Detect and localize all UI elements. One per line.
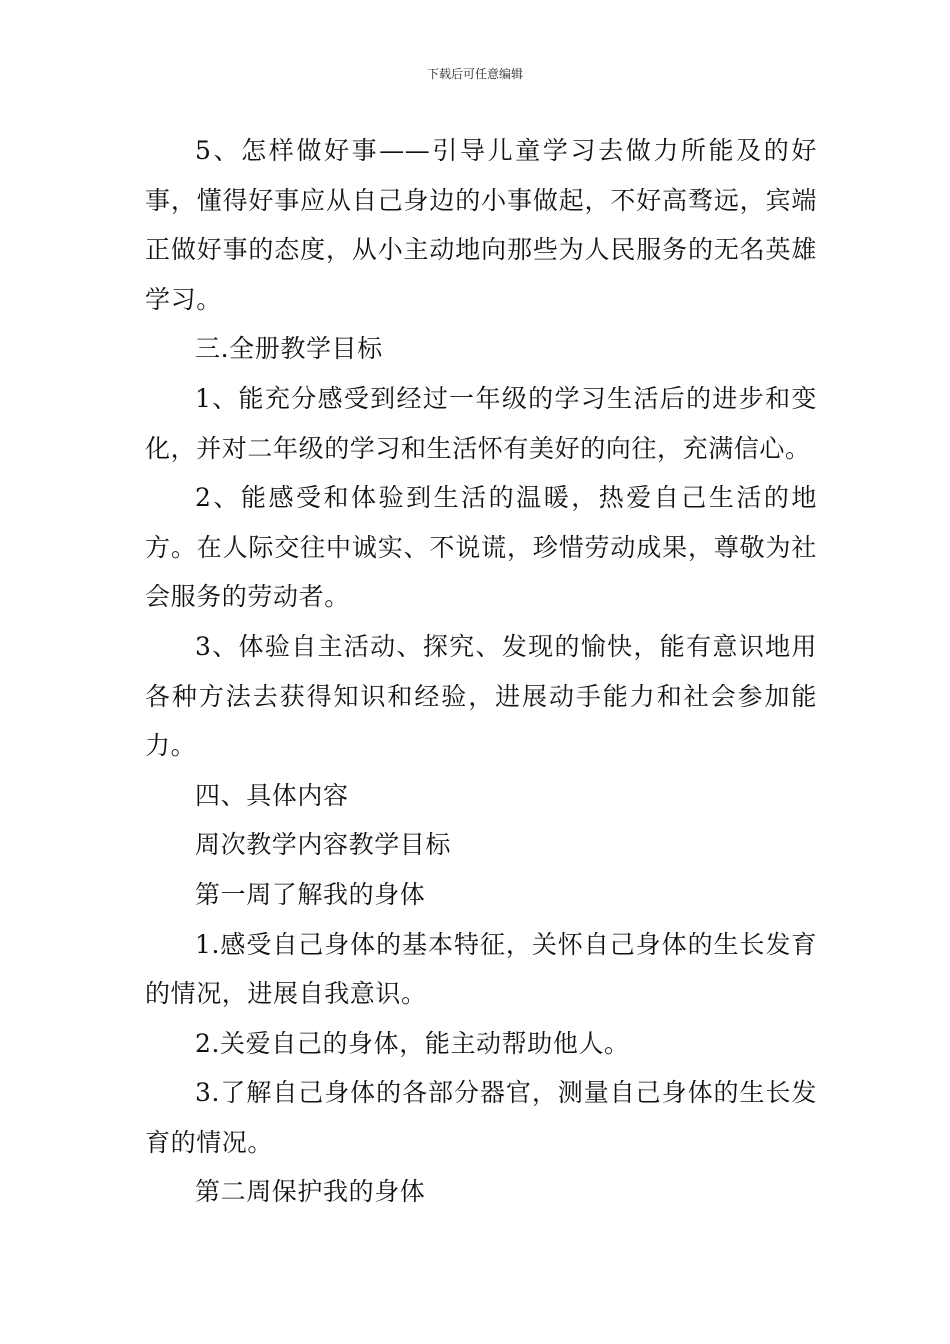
week-2-title: 第二周保护我的身体 (195, 1177, 426, 1207)
document-body (145, 126, 817, 1217)
paragraph-goal-2: 2、能感受和体验到生活的温暖，热爱自己生活的地方。在人际交往中诚实、不说谎，珍惜劳动成果，尊敬为社会服务的劳动者。 (145, 483, 817, 612)
table-header-line: 周次教学内容教学目标 (195, 830, 452, 860)
week-1-title: 第一周了解我的身体 (195, 879, 426, 909)
week-1-goal-3: 3.了解自己身体的各部分器官，测量自己身体的生长发育的情况。 (145, 1078, 817, 1157)
paragraph-item-5-good-deeds: 5、怎样做好事——引导儿童学习去做力所能及的好事，懂得好事应从自己身边的小事做起，不好高骛远，宾端正做好事的态度，从小主动地向那些为人民服务的无名英雄学习。 (145, 136, 817, 314)
paragraph-goal-3: 3、体验自主活动、探究、发现的愉快，能有意识地用各种方法去获得知识和经验，进展动手能力和社会参加能力。 (145, 631, 817, 761)
section-heading-teaching-goals: 三.全册教学目标 (195, 334, 383, 364)
week-1-goal-1: 1.感受自己身体的基本特征，关怀自己身体的生长发育的情况，进展自我意识。 (145, 929, 817, 1009)
week-1-goal-2: 2.关爱自己的身体，能主动帮助他人。 (195, 1028, 630, 1058)
paragraph-goal-1: 1、能充分感受到经过一年级的学习生活后的进步和变化，并对二年级的学习和生活怀有美好的向往，充满信心。 (145, 383, 817, 463)
header-note: 下载后可任意编辑 (426, 67, 523, 81)
section-heading-specific-content: 四、具体内容 (195, 780, 349, 810)
